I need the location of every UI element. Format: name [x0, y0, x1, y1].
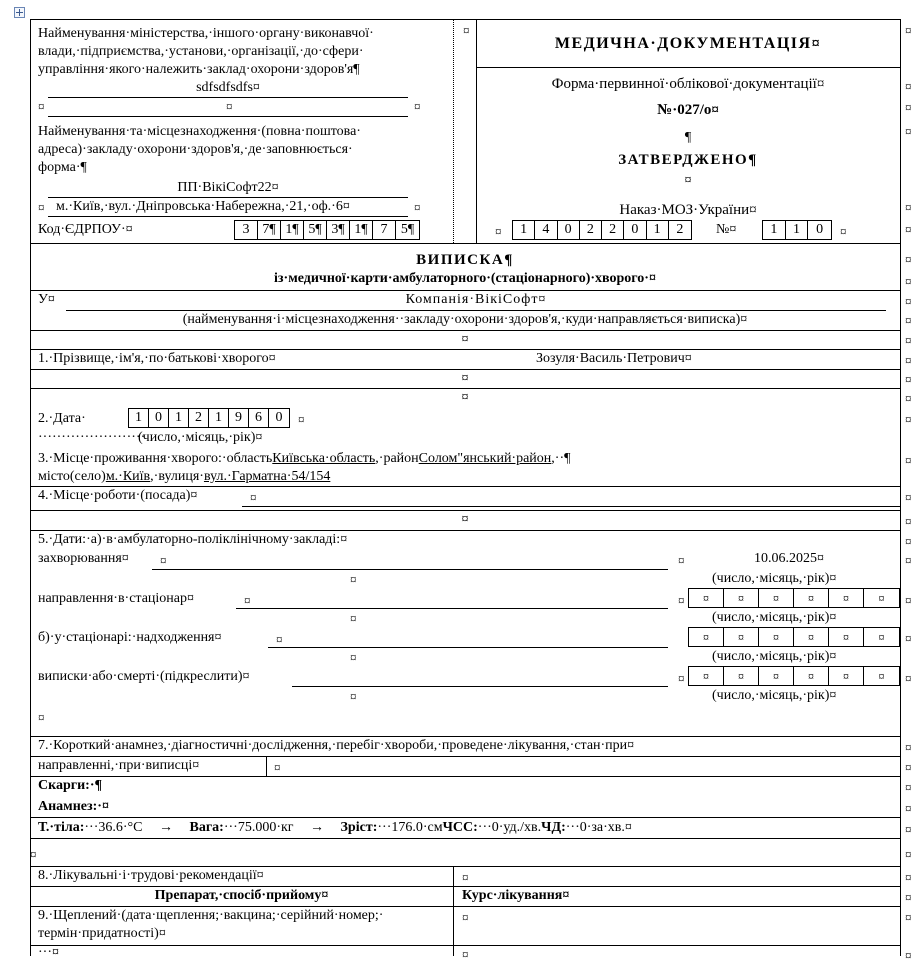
residence-region-value[interactable]: Київська·область [272, 451, 376, 466]
recipient-value[interactable]: Компанія·ВікіСофт¤ [405, 292, 547, 307]
birth-date-digit-cell-1[interactable]: 1 [129, 409, 149, 427]
end-of-row-mark: ¤ [905, 372, 912, 387]
ministry-label-line-3: управління·якого·належить·заклад·охорони·здоров'я¶ [38, 62, 360, 77]
order-label: Наказ·МОЗ·України¤ [619, 202, 757, 218]
discharge-date-cells[interactable] [688, 666, 900, 686]
end-of-row-mark: ¤ [905, 890, 912, 905]
birth-date-digit-cell-4[interactable]: 2 [189, 409, 209, 427]
recipient-hint: (найменування·і·місцезнаходження··закладу·охорони·здоров'я,·куди·направляється·виписка)¤ [182, 312, 748, 327]
end-of-row-mark: ¤ [905, 801, 912, 816]
end-of-row-mark: ¤ [905, 294, 912, 309]
form-number: №·027/о¤ [657, 102, 719, 118]
residence-line-2: місто(село)м.·Київ,·вулиця·вул.·Гарматна·54/154 [38, 469, 331, 484]
order-number-digit-cell-1[interactable]: 1 [763, 221, 786, 239]
birth-date-digit-cell-8[interactable]: 0 [275, 410, 283, 425]
referral-date-cells[interactable] [688, 588, 900, 608]
edrpou-digit-cell-8[interactable]: 5¶ [400, 222, 415, 237]
residence-district-value[interactable]: Солом"янський·район [418, 451, 552, 466]
facility-name-underline [48, 197, 408, 198]
end-of-row-mark: ¤ [905, 274, 912, 289]
blank-date-cell[interactable]: ¤ [829, 628, 864, 646]
end-of-row-mark: ¤ [905, 23, 912, 38]
ministry-second-underline [48, 116, 408, 117]
vaccination-label-line-2: термін·придатності)¤ [38, 926, 166, 941]
birth-date-digit-cell-5[interactable]: 1 [209, 409, 229, 427]
recipient-prefix: У¤ [38, 292, 55, 307]
order-date-digit-cell-5[interactable]: 2 [602, 221, 624, 239]
blank-date-cell[interactable]: ¤ [878, 591, 885, 605]
order-date-cells[interactable] [512, 220, 692, 240]
end-of-row-mark: ¤ [905, 490, 912, 505]
facility-address-value[interactable]: м.·Київ,·вул.·Дніпровська·Набережна,·21,·оф.·6¤ [56, 199, 350, 214]
order-number-cells[interactable] [762, 220, 832, 240]
blank-date-cell[interactable]: ¤ [689, 667, 724, 685]
blank-date-cell[interactable]: ¤ [794, 628, 829, 646]
anamnesis-section-line-1: 7.·Короткий·анамнез,·діагностичні·дослідження,·перебіг·хвороби,·проведене·лікування,·стан·при¤ [38, 738, 635, 753]
end-of-row-mark: ¤ [905, 453, 912, 468]
anamnesis-label: Анамнез:·¤ [38, 799, 109, 814]
blank-date-cell[interactable]: ¤ [689, 589, 724, 607]
end-of-row-mark: ¤ [905, 514, 912, 529]
birth-date-cells[interactable] [128, 408, 290, 428]
end-of-row-mark: ¤ [905, 353, 912, 368]
ministry-underline [48, 97, 408, 98]
edrpou-digit-cell-2[interactable]: 7¶ [258, 221, 281, 239]
order-date-digit-cell-6[interactable]: 0 [624, 221, 646, 239]
ministry-label-line-2: влади,·підприємства,·установи,·організації,·до·сфери· [38, 44, 364, 59]
vaccination-label-line-1: 9.·Щеплений·(дата·щеплення;·вакцина;·серійний·номер;· [38, 908, 384, 923]
blank-date-cell[interactable]: ¤ [878, 669, 885, 683]
order-number-digit-cell-2[interactable]: 1 [786, 221, 809, 239]
facility-name-value[interactable]: ПП·ВікіСофт22¤ [177, 180, 279, 195]
order-date-digit-cell-8[interactable]: 2 [676, 222, 684, 237]
end-of-row-mark: ¤ [905, 593, 912, 608]
facility-address-underline [48, 216, 408, 217]
edrpou-code-cells[interactable] [234, 220, 420, 240]
discharge-label: виписки·або·смерті·(підкреслити)¤ [38, 669, 250, 684]
order-number-label: №¤ [716, 222, 737, 237]
residence-city-value[interactable]: м.·Київ [105, 469, 151, 484]
medical-documentation-title: МЕДИЧНА·ДОКУМЕНТАЦІЯ¤ [554, 35, 822, 52]
residence-street-value[interactable]: вул.·Гарматна·54/154 [203, 469, 331, 484]
height-value[interactable]: ···176.0·см [377, 820, 443, 835]
order-number-digit-cell-3[interactable]: 0 [816, 222, 824, 237]
dates-section-label: 5.·Дати:·а)·в·амбулаторно-поліклінічному·закладі:¤ [38, 532, 348, 547]
end-of-row-mark: ¤ [905, 948, 912, 963]
med-doc-divider [476, 67, 900, 68]
facility-label-line-3: форма·¶ [38, 160, 87, 175]
illness-date-value[interactable]: 10.06.2025¤ [754, 551, 824, 566]
order-date-digit-cell-4[interactable]: 2 [580, 221, 602, 239]
blank-date-cell[interactable]: ¤ [759, 628, 794, 646]
header-column-divider [453, 19, 454, 243]
anamnesis-section-line-2: направленні,·при·виписці¤ [38, 758, 200, 773]
birth-date-digit-cell-7[interactable]: 6 [249, 409, 269, 427]
edrpou-digit-cell-6[interactable]: 1¶ [350, 221, 373, 239]
illness-date-hint: (число,·місяць,·рік)¤ [712, 571, 837, 586]
end-of-row-mark: ¤ [905, 870, 912, 885]
order-date-digit-cell-3[interactable]: 0 [558, 221, 580, 239]
workplace-label: 4.·Місце·роботи·(посада)¤ [38, 488, 198, 503]
arrow-icon: → [310, 820, 325, 835]
birth-date-digit-cell-2[interactable]: 0 [149, 409, 169, 427]
end-of-row-mark: ¤ [905, 313, 912, 328]
end-of-row-mark: ¤ [905, 822, 912, 837]
residence-line-1: 3.·Місце·проживання·хворого:·областьКиївська·область,·районСолом"янський·район,··¶ [38, 451, 571, 466]
end-of-row-mark: ¤ [905, 553, 912, 568]
admission-label: б)·у·стаціонарі:·надходження¤ [38, 630, 222, 645]
facility-label-line-1: Найменування·та·місцезнаходження·(повна·поштова· [38, 124, 361, 139]
vitals-line: Т.·тіла:···36.6·°С → Вага:···75.000·кг → Зріст:···176.0·смЧСС:···0·уд./хв.ЧД:···0·за·хв.¤ [38, 820, 632, 835]
blank-date-cell[interactable]: ¤ [724, 628, 759, 646]
respiratory-rate-value[interactable]: ···0·за·хв.¤ [565, 820, 632, 835]
facility-label-line-2: адреса)·закладу·охорони·здоров'я,·де·заповнюється· [38, 142, 353, 157]
blank-date-cell[interactable]: ¤ [878, 630, 885, 644]
end-of-row-mark: ¤ [905, 740, 912, 755]
birth-date-label: 2.·Дата· [38, 411, 86, 426]
patient-name-label: 1.·Прізвище,·ім'я,·по·батькові·хворого¤ [38, 351, 276, 366]
heart-rate-value[interactable]: ···0·уд./хв. [477, 820, 542, 835]
end-of-row-mark: ¤ [905, 780, 912, 795]
last-row-text: ···¤ [38, 945, 59, 960]
patient-name-value[interactable]: Зозуля·Василь·Петрович¤ [536, 351, 692, 366]
blank-date-cell[interactable]: ¤ [829, 589, 864, 607]
edrpou-digit-cell-5[interactable]: 3¶ [327, 221, 350, 239]
end-of-row-mark: ¤ [905, 222, 912, 237]
birth-date-hint: (число,·місяць,·рік)¤ [138, 430, 263, 445]
table-border-right [900, 19, 901, 956]
end-of-row-mark: ¤ [905, 200, 912, 215]
blank-date-cell[interactable]: ¤ [829, 667, 864, 685]
blank-date-cell[interactable]: ¤ [689, 628, 724, 646]
end-of-row-mark: ¤ [905, 910, 912, 925]
temperature-value[interactable]: ···36.6·°С [84, 820, 143, 835]
end-of-row-mark: ¤ [905, 124, 912, 139]
admission-date-hint: (число,·місяць,·рік)¤ [712, 649, 837, 664]
order-date-digit-cell-1[interactable]: 1 [513, 221, 535, 239]
end-of-row-mark: ¤ [905, 760, 912, 775]
blank-date-cell[interactable]: ¤ [794, 667, 829, 685]
document-page: Найменування·міністерства,·іншого·органу·виконавчої· влади,·підприємства,·установи,·організації,·до·сфери· управління·якого·належить·заклад·охорони·здоров'я¶ sdfsdfsdfs¤ ¤ ¤ ¤ Найменування·та·місцезнаходження·(повна·поштова· адреса)·закладу·охорони·здоров'я,·де·заповнюється· форма·¶ ПП·ВікіСофт22¤ ¤ м.·Київ,·вул.·Дніпровська·Набережна,·21,·оф.·6¤ ¤ Код·ЄДРПОУ·¤ 3 7¶ 1¶ 5¶ 3¶ 1¶ 7 5¶ ¤ МЕДИЧНА·ДОКУМЕНТАЦІЯ¤ Форма·первинної·облікової·документації¤ №·027/о¤ ¶ ЗАТВЕРДЖЕНО¶ ¤ Наказ·МОЗ·України¤ ¤ 1 4 0 2 2 0 1 2 №¤ 1 1 0 ¤ ВИПИСКА¶ із·медичної·карти·амбулаторного·(стаціонарного)·хворого·¤ У¤ Компанія·ВікіСофт¤ (найменування·і·місцезнаходження··закладу·охорони·здоров'я,·куди·направляється·виписка)¤ ¤ 1.·Прізвище,·ім'я,·по·батькові·хворого¤ Зозуля·Василь·Петрович¤ ¤ ¤ 2.·Дата· 1 0 1 2 1 9 6 0 ¤ ······················· (число,·місяць,·рік)¤ 3.·Місце·проживання·хворого:·областьКиївська·область,·районСолом"янський·район,··¶ місто(село)м.·Київ,·вулиця·вул.·Гарматна·54/154 4.·Місце·роботи·(посада)¤ ¤ ¤ 5.·Дати:·а)·в·амбулаторно-поліклінічному·закладі:¤ захворювання¤ ¤ ¤ 10.06.2025¤ ¤ (число,·місяць,·рік)¤ направлення·в·стаціонар¤ ¤ ¤ ¤ ¤ ¤ ¤ ¤ ¤ ¤ (число,·місяць,·рік)¤ б)·у·стаціонарі:·надходження¤ ¤ ¤ ¤ ¤ ¤ ¤ ¤ ¤ (число,·місяць,·рік)¤ виписки·або·смерті·(підкреслити)¤ ¤ ¤ ¤ ¤ ¤ ¤ ¤ ¤ (число,·місяць,·рік)¤ ¤ 7.·Короткий·анамнез,·діагностичні·дослідження,·перебіг·хвороби,·проведене·лікування,·стан·при¤ направленні,·при·виписці¤ ¤ Скарги:·¶ Анамнез:·¤ Т.·тіла:···36.6·°С → Вага:···75.000·кг → Зріст:···176.0·смЧСС:···0·уд./хв.ЧД:···0·за·хв.¤ ¤ 8.·Лікувальні·і·трудові·рекомендації¤ ¤ Препарат,·спосіб·прийому¤ Курс·лікування¤ 9.·Щеплений·(дата·щеплення;·вакцина;·серійний·номер;· термін·придатності)¤ ¤ ···¤ ¤ ¤ ¤ ¤ ¤ ¤ ¤ ¤ ¤ ¤ ¤ ¤ ¤ ¤ ¤ ¤ ¤ ¤ ¤ ¤ ¤ ¤ ¤ ¤ ¤ ¤ ¤ ¤ ¤ ¤ ¤ ¤ ¤ ¤ [0, 0, 920, 956]
document-subtitle: із·медичної·карти·амбулаторного·(стаціонарного)·хворого·¤ [274, 271, 656, 286]
end-of-row-mark: ¤ [905, 333, 912, 348]
blank-date-cell[interactable]: ¤ [724, 589, 759, 607]
edrpou-digit-cell-1[interactable]: 3 [235, 221, 258, 239]
edrpou-label: Код·ЄДРПОУ·¤ [38, 222, 133, 237]
blank-date-cell[interactable]: ¤ [759, 589, 794, 607]
end-of-row-mark: ¤ [905, 79, 912, 94]
header-bottom-border [30, 243, 901, 244]
para-mark: ¶ [684, 130, 692, 145]
document-title: ВИПИСКА¶ [416, 252, 514, 268]
discharge-date-hint: (число,·місяць,·рік)¤ [712, 688, 837, 703]
end-of-row-mark: ¤ [905, 391, 912, 406]
admission-date-cells[interactable] [688, 627, 900, 647]
approved-label: ЗАТВЕРДЖЕНО¶ [618, 152, 758, 168]
end-of-row-mark: ¤ [905, 100, 912, 115]
blank-date-cell[interactable]: ¤ [794, 589, 829, 607]
form-title: Форма·первинної·облікової·документації¤ [551, 76, 825, 92]
end-of-row-mark: ¤ [905, 671, 912, 686]
course-column-header: Курс·лікування¤ [462, 888, 570, 903]
end-of-row-mark: ¤ [905, 847, 912, 862]
birth-date-digit-cell-6[interactable]: 9 [229, 409, 249, 427]
complaints-label: Скарги:·¶ [38, 778, 103, 793]
table-border-left [30, 19, 31, 956]
recommendations-label: 8.·Лікувальні·і·трудові·рекомендації¤ [38, 868, 264, 883]
ministry-value[interactable]: sdfsdfsdfs¤ [196, 80, 260, 95]
edrpou-digit-cell-4[interactable]: 5¶ [304, 221, 327, 239]
table-border-top [30, 19, 901, 20]
table-move-handle-icon[interactable] [14, 7, 25, 18]
drug-column-header: Препарат,·спосіб·прийому¤ [154, 888, 329, 903]
blank-date-cell[interactable]: ¤ [759, 667, 794, 685]
end-of-row-mark: ¤ [905, 252, 912, 267]
end-of-row-mark: ¤ [905, 534, 912, 549]
illness-label: захворювання¤ [38, 551, 129, 566]
order-date-digit-cell-7[interactable]: 1 [647, 221, 669, 239]
ministry-label-line-1: Найменування·міністерства,·іншого·органу·виконавчої· [38, 26, 374, 41]
arrow-icon: → [158, 820, 173, 835]
end-of-row-mark: ¤ [905, 631, 912, 646]
edrpou-digit-cell-3[interactable]: 1¶ [281, 221, 304, 239]
weight-value[interactable]: ···75.000·кг [223, 820, 294, 835]
referral-date-hint: (число,·місяць,·рік)¤ [712, 610, 837, 625]
order-date-digit-cell-2[interactable]: 4 [535, 221, 557, 239]
end-of-row-mark: ¤ [905, 412, 912, 427]
edrpou-digit-cell-7[interactable]: 7 [373, 221, 396, 239]
blank-date-cell[interactable]: ¤ [724, 667, 759, 685]
referral-label: направлення·в·стаціонар¤ [38, 591, 195, 606]
birth-date-digit-cell-3[interactable]: 1 [169, 409, 189, 427]
